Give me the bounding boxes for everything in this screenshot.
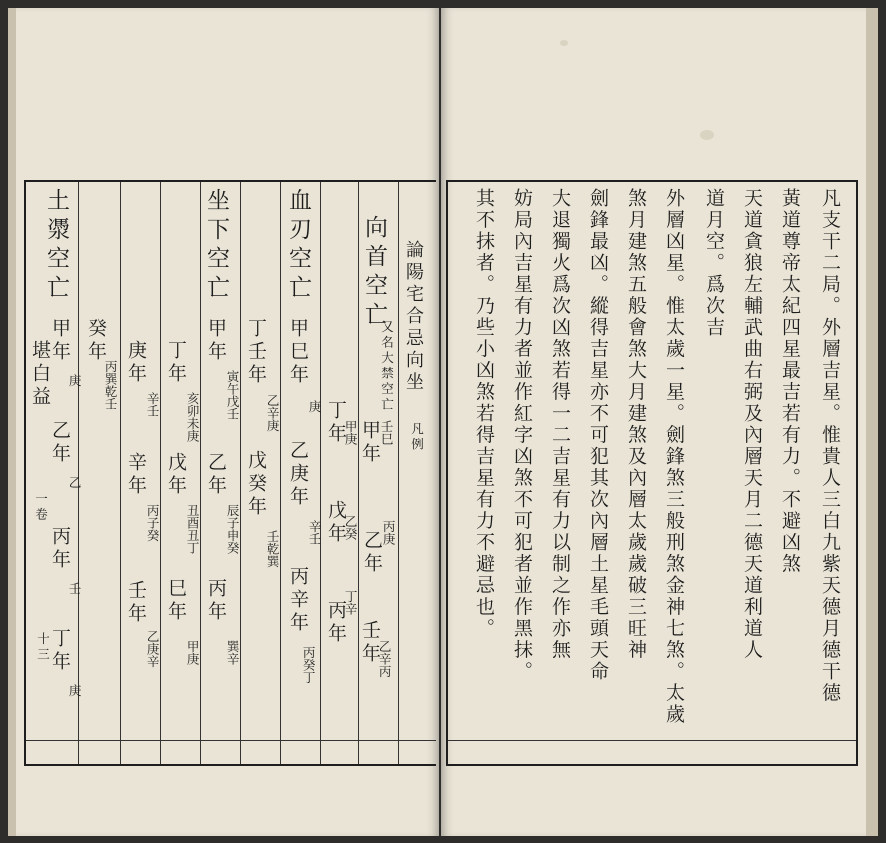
entry-sub: 乙辛丙 [377, 640, 393, 678]
entry-main: 丙年 [205, 578, 227, 624]
category-title-xuerun: 血刃空亡 [285, 188, 311, 304]
category-title-tuchuan: 土㵗空亡 [43, 188, 69, 304]
entry-sub: 巽辛 [225, 640, 241, 665]
entry-main: 丁年 [49, 628, 71, 674]
entry-sub: 甲庚 [343, 420, 359, 445]
bottom-rule [26, 740, 436, 741]
section-heading: 論陽宅合忌向坐 [403, 240, 424, 394]
text-column-2: 黃道尊帝太紀四星最吉若有力。不避凶煞 [779, 188, 801, 575]
text-column-7: 劍鋒最凶。縱得吉星亦不可犯其次內層土星毛頭天命 [587, 188, 609, 683]
text-column-10: 其不抹者。乃些小凶煞若得吉星有力不避忌也。 [473, 188, 495, 640]
margin-rule [78, 182, 79, 764]
column-rule [398, 182, 399, 764]
paper-stain [560, 40, 568, 46]
category-note-xiangshou: 又名大禁空亡 [379, 320, 395, 413]
entry-sub: 乙庚辛 [145, 630, 161, 668]
column-rule [200, 182, 201, 764]
text-column-1: 凡支干二局。外層吉星。惟貴人三白九紫天德月德干德 [819, 188, 841, 704]
entry-main: 乙庚年 [287, 440, 309, 509]
entry-sub: 壬乾巽 [265, 530, 281, 568]
page-edge-left [8, 8, 16, 836]
entry-sub: 辛壬 [145, 392, 161, 417]
entry-sub: 壬 [67, 582, 83, 595]
entry-main: 癸年 [85, 318, 107, 364]
entry-main: 戊年 [165, 452, 187, 498]
column-rule [280, 182, 281, 764]
category-title-zuoxia: 坐下空亡 [203, 188, 229, 304]
text-column-9: 妨局內吉星有力者並作紅字凶煞不可犯者並作黑抹。 [511, 188, 533, 683]
entry-main: 辛年 [125, 452, 147, 498]
margin-page-number: 十三 [35, 632, 51, 663]
entry-sub: 丁辛 [343, 590, 359, 615]
entry-sub: 庚 [307, 400, 323, 413]
entry-main: 丙年 [325, 600, 347, 646]
margin-book-title: 堪白益 [29, 340, 51, 409]
heading-note: 凡例 [409, 422, 425, 453]
entry-main: 壬年 [359, 620, 381, 666]
entry-sub: 甲庚 [185, 640, 201, 665]
column-rule [240, 182, 241, 764]
entry-main: 巳年 [165, 578, 187, 624]
column-rule [320, 182, 321, 764]
entry-sub: 丙子癸 [145, 504, 161, 542]
column-rule [120, 182, 121, 764]
bottom-rule [448, 740, 856, 741]
entry-main: 甲巳年 [287, 318, 309, 387]
text-column-8: 大退獨火爲次凶煞若得一二吉星有力以制之作亦無 [549, 188, 571, 661]
entry-main: 丙辛年 [287, 566, 309, 635]
entry-main: 乙年 [205, 452, 227, 498]
entry-main: 庚年 [125, 340, 147, 386]
entry-main: 丁年 [165, 340, 187, 386]
text-column-3: 天道貪狼左輔武曲右弼及內層天月二德天道利道人 [741, 188, 763, 661]
entry-main: 甲年 [49, 318, 71, 364]
entry-sub: 丙庚 [381, 520, 397, 545]
column-rule [358, 182, 359, 764]
entry-main: 丙年 [49, 526, 71, 572]
entry-sub: 壬巳 [379, 420, 395, 445]
entry-main: 戊年 [325, 500, 347, 546]
page-edge-right [866, 8, 878, 836]
entry-main: 乙年 [49, 420, 71, 466]
paper-stain [700, 130, 714, 140]
entry-sub: 丙癸丁 [301, 646, 317, 684]
entry-main: 戊癸年 [245, 450, 267, 519]
text-column-5: 外層凶星。惟太歲一星。劍鋒煞三般刑煞金神七煞。太歲 [663, 188, 685, 726]
entry-main: 甲年 [359, 420, 381, 466]
text-column-6: 煞月建煞五般會煞大月建煞及內層太歲歲破三旺神 [625, 188, 647, 661]
column-rule [160, 182, 161, 764]
entry-sub: 庚 [67, 684, 83, 697]
entry-main: 乙年 [361, 530, 383, 576]
entry-sub: 亥卯未庚 [185, 392, 201, 442]
entry-main: 丁壬年 [245, 318, 267, 387]
entry-sub: 辰子申癸 [225, 504, 241, 554]
entry-main: 甲年 [205, 318, 227, 364]
entry-main: 壬年 [125, 580, 147, 626]
margin-juan: 一卷 [33, 492, 49, 523]
entry-sub: 丙巽乾壬 [103, 360, 119, 410]
entry-sub: 乙 [67, 476, 83, 489]
entry-sub: 乙辛庚 [265, 394, 281, 432]
entry-sub: 寅午戊壬 [225, 370, 241, 420]
category-title-xiangshou: 向首空亡 [361, 215, 387, 331]
entry-sub: 丑酉丑丁 [185, 504, 201, 554]
text-column-4: 道月空。爲次吉 [703, 188, 725, 339]
entry-sub: 庚 [67, 374, 83, 387]
entry-sub: 辛壬 [307, 520, 323, 545]
entry-sub: 乙癸 [343, 515, 359, 540]
entry-main: 丁年 [325, 400, 347, 446]
